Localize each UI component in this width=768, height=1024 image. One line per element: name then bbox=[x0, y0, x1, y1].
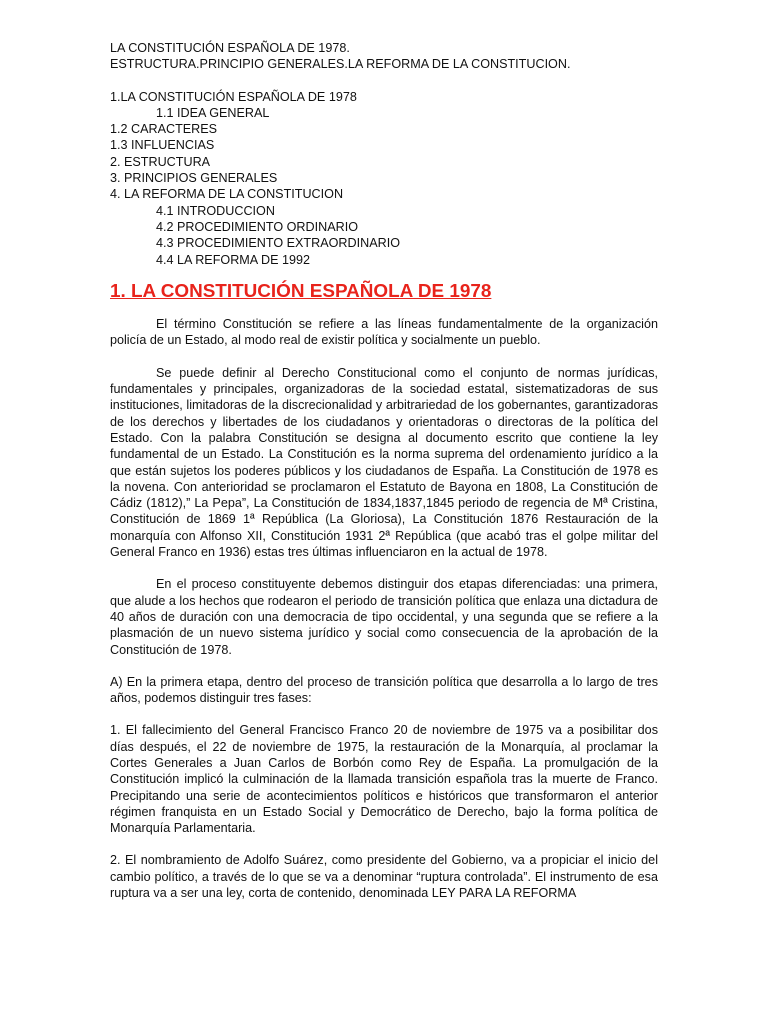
toc-item: 1.3 INFLUENCIAS bbox=[110, 138, 215, 153]
toc-item: 2. ESTRUCTURA bbox=[110, 154, 211, 169]
toc-item: 1.1 IDEA GENERAL bbox=[156, 105, 270, 120]
table-of-contents bbox=[110, 89, 658, 268]
body-paragraph: El término Constitución se refiere a las líneas fundamentalmente de la organización policía de un Estado, al modo real de existir política y socialmente un pueblo. bbox=[110, 317, 658, 348]
document-title-line-1: LA CONSTITUCIÓN ESPAÑOLA DE 1978. bbox=[110, 41, 350, 55]
toc-item: 1.LA CONSTITUCIÓN ESPAÑOLA DE 1978 bbox=[110, 89, 357, 104]
toc-item: 3. PRINCIPIOS GENERALES bbox=[110, 171, 278, 186]
toc-item: 4.4 LA REFORMA DE 1992 bbox=[156, 252, 310, 267]
body-paragraph: 2. El nombramiento de Adolfo Suárez, como presidente del Gobierno, va a propiciar el inicio del cambio político, a través de lo que se va a denominar “ruptura controlada”. El instrumento de esa ruptura va a ser una ley, corta de contenido, denominada LEY PARA LA REFORMA bbox=[110, 853, 658, 901]
toc-item: 4. LA REFORMA DE LA CONSTITUCION bbox=[110, 187, 344, 202]
body-paragraph: A) En la primera etapa, dentro del proceso de transición política que desarrolla a lo largo de tres años, podemos distinguir tres fases: bbox=[110, 674, 658, 706]
body-paragraph: En el proceso constituyente debemos distinguir dos etapas diferenciadas: una primera, que alude a los hechos que rodearon el periodo de transición política que enlaza una dictadura de 40 años de duración con una democracia de tipo occidental, y una segunda que se refiere a la plasmación de un nuevo sistema jurídico y social como consecuencia de la aprobación de la Constitución de 1978. bbox=[110, 577, 658, 657]
toc-item: 4.3 PROCEDIMIENTO EXTRAORDINARIO bbox=[156, 236, 400, 251]
body-paragraph: 1. El fallecimiento del General Francisco Franco 20 de noviembre de 1975 va a posibilitar dos días después, el 22 de noviembre de 1975, la restauración de la Monarquía, al proclamar la Cortes Generales a Juan Carlos de Borbón como Rey de España. La promulgación de la Constitución implicó la culminación de la llamada transición española tras la muerte de Franco. Precipitando una serie de acontecimientos políticos e históricos que transformaron el anterior régimen franquista en un Estado Social y Democrático de Derecho, bajo la forma política de Monarquía Parlamentaria. bbox=[110, 723, 658, 836]
body-paragraph: Se puede definir al Derecho Constitucional como el conjunto de normas jurídicas, fundamentales y principales, organizadoras de la sociedad estatal, sistematizadoras de sus instituciones, limitadoras de la discrecionalidad y arbitrariedad de los gobernantes, garantizadoras de los derechos y libertades de los ciudadanos y orientadoras o directoras de la política del Estado. Con la palabra Constitución se designa al documento escrito que contiene la ley fundamental de un Estado. La Constitución es la norma suprema del ordenamiento jurídico a la que están sujetos los poderes públicos y los ciudadanos de España. La Constitución de 1978 es la novena. Con anterioridad se proclamaron el Estatuto de Bayona en 1808, La Constitución de Cádiz (1812),” La Pepa”, La Constitución de 1834,1837,1845 periodo de regencia de Mª Cristina, Constitución de 1869 1ª República (La Gloriosa), La Constitución 1876 Restauración de la monarquía con Alfonso XII, Constitución 1931 2ª República (que acabó tras el golpe militar del General Franco en 1936) estas tres últimas influenciaron en la actual de 1978. bbox=[110, 365, 658, 560]
toc-item: 4.2 PROCEDIMIENTO ORDINARIO bbox=[156, 219, 358, 234]
toc-item: 4.1 INTRODUCCION bbox=[156, 203, 275, 218]
document-title-line-2: ESTRUCTURA.PRINCIPIO GENERALES.LA REFORMA DE LA CONSTITUCION. bbox=[110, 57, 571, 72]
section-heading: 1. LA CONSTITUCIÓN ESPAÑOLA DE 1978 bbox=[110, 280, 492, 302]
toc-item: 1.2 CARACTERES bbox=[110, 122, 218, 137]
